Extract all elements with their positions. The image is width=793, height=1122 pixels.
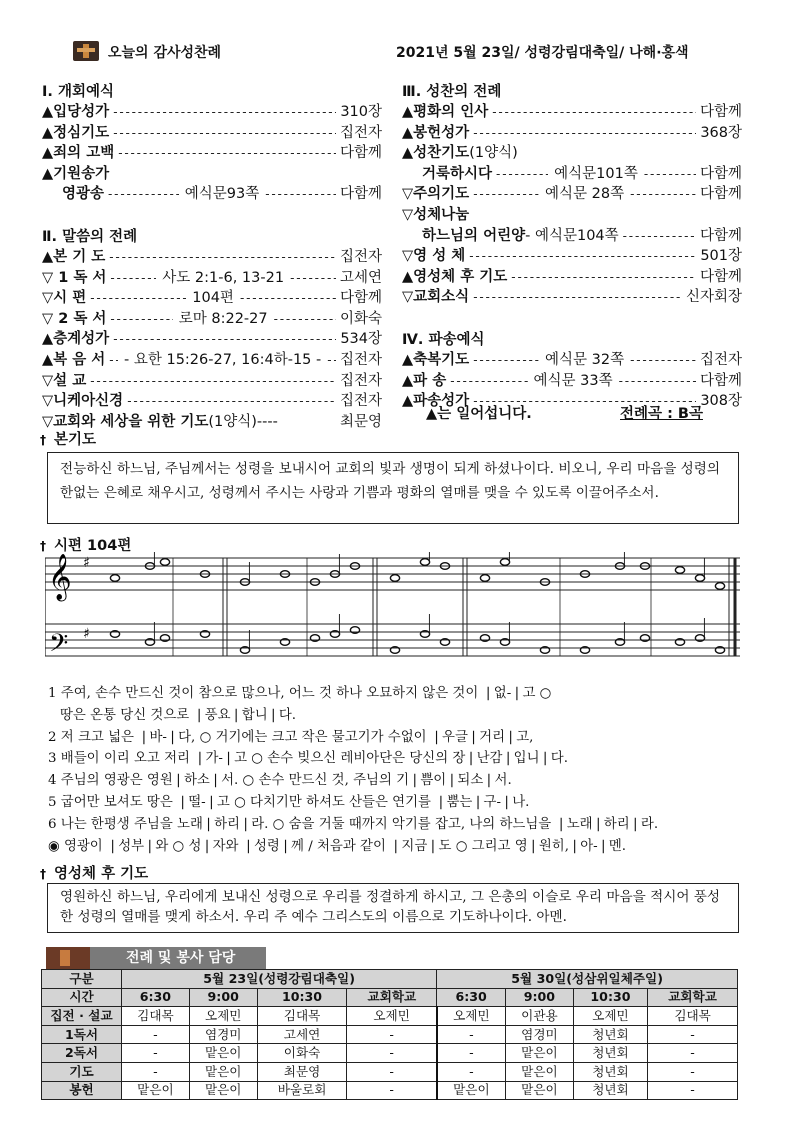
order-item-value: 최문영 bbox=[339, 413, 382, 430]
role-header: 기도 bbox=[42, 1062, 122, 1081]
collect-heading: † 본기도 bbox=[40, 432, 97, 448]
order-item bbox=[42, 391, 382, 412]
duty-cell: 맡은이 bbox=[122, 1081, 190, 1100]
psalm-verse: 4 주님의 영광은 영원❘하소❘서. ○ 손수 만드신 것, 주님의 기❘쁨이❘되소❘서. bbox=[48, 773, 512, 789]
order-item-value: 집전자 bbox=[339, 372, 382, 389]
order-item-note: (1양식) bbox=[469, 145, 518, 162]
time-header: 6:30 bbox=[122, 988, 190, 1007]
prelude-note: 전례곡 : B곡 bbox=[620, 406, 703, 422]
order-item-value: 고세연 bbox=[339, 269, 382, 286]
sharp-icon: ♯ bbox=[83, 555, 90, 571]
order-item-label: ▲기원송가 bbox=[42, 165, 110, 182]
order-item-reference: 예식문 28쪽 bbox=[545, 186, 625, 203]
table-corner-header: 구분 bbox=[42, 970, 122, 989]
order-item-label: ▽ 1 독 서 bbox=[42, 269, 107, 286]
psalm-chant-score bbox=[45, 552, 740, 680]
dotted-leader bbox=[265, 184, 336, 205]
duty-cell: 오제민 bbox=[189, 1007, 257, 1026]
order-item-label: ▲평화의 인사 bbox=[402, 104, 489, 120]
section-title: Ⅲ. 성찬의 전례 bbox=[402, 84, 502, 100]
order-item-reference: 예식문 32쪽 bbox=[545, 351, 625, 368]
order-left-column bbox=[42, 82, 382, 432]
dotted-leader bbox=[469, 246, 696, 267]
dotted-leader bbox=[327, 350, 336, 371]
order-item-value: 다함께 bbox=[699, 104, 742, 120]
duty-cell: - bbox=[648, 1025, 738, 1044]
order-item-label: ▽설 교 bbox=[42, 372, 87, 389]
duty-cell: 맡은이 bbox=[437, 1081, 506, 1100]
altar-image-icon bbox=[46, 947, 90, 969]
duty-cell: 맡은이 bbox=[189, 1062, 257, 1081]
duty-cell: - bbox=[437, 1025, 506, 1044]
duty-cell: 김대목 bbox=[648, 1007, 738, 1026]
duty-cell: 맡은이 bbox=[189, 1081, 257, 1100]
table-row bbox=[42, 1007, 738, 1026]
order-item bbox=[402, 164, 742, 185]
dotted-leader bbox=[240, 288, 336, 309]
dotted-leader bbox=[110, 309, 172, 330]
duty-cell: 맡은이 bbox=[506, 1044, 574, 1063]
order-item-note: (1양식)---- bbox=[208, 413, 278, 430]
order-item-label: ▽ 2 독 서 bbox=[42, 310, 107, 327]
order-item-label: ▲본 기 도 bbox=[42, 248, 106, 265]
role-header: 1독서 bbox=[42, 1025, 122, 1044]
time-header: 교회학교 bbox=[347, 988, 437, 1007]
order-item-reference: 104편 bbox=[192, 290, 234, 307]
duty-banner: 전례 및 봉사 담당 bbox=[46, 947, 266, 969]
order-item-label: ▲봉헌성가 bbox=[402, 124, 470, 141]
order-item bbox=[42, 102, 382, 123]
order-item-value: 다함께 bbox=[699, 165, 743, 182]
order-item-reference: 로마 8:22-27 bbox=[178, 310, 268, 327]
order-item-label: ▲성찬기도 bbox=[402, 145, 470, 162]
duty-cell: 청년회 bbox=[573, 1062, 647, 1081]
psalm-verse: 1 주여, 손수 만드신 것이 참으로 많으나, 어느 것 하나 오묘하지 않은 것이 ❘없-❘고 ○ bbox=[48, 686, 552, 701]
order-item-value: 다함께 bbox=[339, 186, 383, 203]
order-item-value: 다함께 bbox=[699, 186, 742, 203]
order-item-value: 다함께 bbox=[699, 268, 742, 285]
psalm-heading: † 시편 104편 bbox=[40, 538, 132, 554]
order-item bbox=[402, 205, 742, 226]
dotted-leader bbox=[450, 371, 527, 392]
time-header: 6:30 bbox=[437, 988, 506, 1007]
order-item-label: ▽교회와 세상을 위한 기도 bbox=[42, 413, 209, 430]
psalm-verse: 6 나는 한평생 주님을 노래❘하리❘라. ○ 숨을 거둘 때까지 악기를 잡고, 나의 하느님을 ❘노래❘하리❘라. bbox=[48, 816, 659, 832]
order-item-value: 다함께 bbox=[339, 290, 382, 307]
order-item bbox=[402, 226, 742, 247]
cross-icon: † bbox=[40, 867, 46, 881]
order-item bbox=[402, 143, 742, 164]
duty-cell: 고세연 bbox=[257, 1025, 347, 1044]
dotted-leader bbox=[473, 350, 539, 371]
order-item-label: ▲복 음 서 bbox=[42, 351, 106, 368]
order-item-label: ▽주의기도 bbox=[402, 186, 470, 203]
duty-cell: - bbox=[648, 1062, 738, 1081]
gloria-patri: ◉ 영광이 ❘성부❘와 ○ 성❘자와 ❘성령❘께 / 처음과 같이 ❘지금❘도 ○ 그리고 영❘원히,❘아-❘멘. bbox=[48, 838, 627, 854]
dotted-leader bbox=[109, 247, 336, 268]
order-item bbox=[402, 267, 742, 288]
order-item-label: ▽시 편 bbox=[42, 290, 87, 307]
cross-icon: † bbox=[40, 433, 46, 447]
dotted-leader bbox=[113, 123, 336, 144]
duty-cell: - bbox=[648, 1081, 738, 1100]
role-header: 2독서 bbox=[42, 1044, 122, 1063]
order-item-label: ▲파송성가 bbox=[402, 393, 470, 410]
duty-cell: 맡은이 bbox=[189, 1044, 257, 1063]
sharp-icon: ♯ bbox=[83, 626, 90, 642]
table-row bbox=[42, 1062, 738, 1081]
table-row bbox=[42, 1081, 738, 1100]
order-item bbox=[402, 287, 742, 308]
time-header: 9:00 bbox=[506, 988, 574, 1007]
order-item-value: 집전자 bbox=[339, 351, 382, 368]
section-title: Ⅳ. 파송예식 bbox=[402, 331, 485, 348]
psalm-verses bbox=[48, 683, 748, 857]
duty-cell: - bbox=[122, 1025, 190, 1044]
duty-cell: - bbox=[437, 1044, 506, 1063]
collect-text: 전능하신 하느님, 주님께서는 성령을 보내시어 교회의 빛과 생명이 되게 하셨나이다. 비오니, 우리 마음을 성령의 한없는 은혜로 채우시고, 성령께서 주시는 사랑과 기쁨과 평화의 열매를 맺을 수 있도록 이끌어주소서. bbox=[47, 452, 739, 524]
dotted-leader bbox=[630, 184, 696, 205]
order-item bbox=[402, 246, 742, 267]
duty-table bbox=[41, 969, 738, 1100]
dotted-leader bbox=[127, 391, 336, 412]
order-item-value: 신자회장 bbox=[685, 289, 742, 306]
order-item bbox=[42, 184, 382, 205]
psalm-verse: 2 저 크고 넓은 ❘바-❘다, ○ 거기에는 크고 작은 물고기가 수없이 ❘우글❘거리❘고, bbox=[48, 729, 534, 745]
duty-cell: - bbox=[347, 1044, 437, 1063]
service-date: 2021년 5월 23일/ 성령강림대축일/ 나해·홍색 bbox=[396, 45, 689, 61]
dotted-leader bbox=[108, 184, 179, 205]
order-item-value: 368장 bbox=[700, 124, 742, 141]
order-item-label: ▲층계성가 bbox=[42, 331, 110, 348]
postcommunion-heading: † 영성체 후 기도 bbox=[40, 866, 149, 882]
order-item-label: 거룩하시다 bbox=[422, 165, 493, 182]
order-item-reference: 사도 2:1-6, 13-21 bbox=[162, 269, 285, 286]
dotted-leader bbox=[623, 226, 696, 247]
order-item-value: 다함께 bbox=[699, 372, 742, 389]
stand-note: ▲는 일어섭니다. bbox=[426, 406, 532, 422]
order-item bbox=[402, 123, 742, 144]
order-item-label: 하느님의 어린양 bbox=[422, 227, 526, 244]
order-item-value: 501장 bbox=[700, 248, 742, 265]
order-item-value: 308장 bbox=[700, 393, 742, 410]
duty-cell: 염경미 bbox=[189, 1025, 257, 1044]
order-item-value: 310장 bbox=[340, 104, 382, 120]
order-item-value: 집전자 bbox=[339, 248, 382, 265]
order-item-value: 집전자 bbox=[339, 393, 382, 410]
order-item-reference: 예식문101쪽 bbox=[554, 165, 638, 182]
duty-cell: 이화숙 bbox=[257, 1044, 347, 1063]
dotted-leader bbox=[118, 143, 336, 164]
duty-cell: 오제민 bbox=[347, 1007, 437, 1026]
duty-cell: 이관용 bbox=[506, 1007, 574, 1026]
dotted-leader bbox=[473, 287, 682, 308]
order-item-reference: - 요한 15:26-27, 16:4하-15 - bbox=[124, 351, 322, 368]
dotted-leader bbox=[110, 268, 156, 289]
order-item-note: - 예식문104쪽 bbox=[525, 227, 619, 244]
dotted-leader bbox=[496, 164, 548, 185]
duty-cell: - bbox=[122, 1062, 190, 1081]
order-item-label: ▲파 송 bbox=[402, 372, 447, 389]
psalm-verse: 5 굽어만 보셔도 땅은 ❘떨-❘고 ○ 다치기만 하셔도 산들은 연기를 ❘뿜는❘구-❘나. bbox=[48, 794, 530, 810]
order-item-reference: 예식문93쪽 bbox=[184, 186, 260, 203]
dotted-leader bbox=[113, 102, 336, 123]
order-item bbox=[42, 350, 382, 371]
section-title: Ⅱ. 말씀의 전례 bbox=[42, 228, 138, 245]
dotted-leader bbox=[630, 350, 696, 371]
dotted-leader bbox=[274, 309, 336, 330]
order-item bbox=[402, 350, 742, 371]
duty-cell: - bbox=[347, 1081, 437, 1100]
order-item-value: 집전자 bbox=[339, 124, 382, 141]
week-header: 5월 23일(성령강림대축일) bbox=[122, 970, 437, 989]
cross-icon: † bbox=[40, 539, 46, 553]
week-header: 5월 30일(성삼위일체주일) bbox=[437, 970, 738, 989]
time-header: 9:00 bbox=[189, 988, 257, 1007]
dotted-leader bbox=[290, 268, 336, 289]
duty-cell: 오제민 bbox=[437, 1007, 506, 1026]
order-item-label: ▽교회소식 bbox=[402, 289, 470, 306]
order-item bbox=[42, 268, 382, 289]
dotted-leader bbox=[473, 184, 539, 205]
time-header: 교회학교 bbox=[648, 988, 738, 1007]
psalm-verse: 3 배들이 이리 오고 저리 ❘가-❘고 ○ 손수 빚으신 레비아단은 당신의 장❘난감❘입니❘다. bbox=[48, 751, 568, 767]
order-item-label: ▲죄의 고백 bbox=[42, 145, 115, 162]
order-item bbox=[402, 371, 742, 392]
duty-cell: - bbox=[648, 1044, 738, 1063]
role-header: 집전 · 설교 bbox=[42, 1007, 122, 1026]
order-item-value: 534장 bbox=[340, 331, 382, 348]
altar-image-icon bbox=[73, 41, 99, 61]
treble-clef-icon: 𝄞 bbox=[48, 554, 72, 600]
order-item bbox=[42, 309, 382, 330]
duty-cell: - bbox=[347, 1025, 437, 1044]
times-row-header: 시간 bbox=[42, 988, 122, 1007]
duty-cell: 청년회 bbox=[573, 1081, 647, 1100]
order-item bbox=[402, 184, 742, 205]
duty-cell: 바울로회 bbox=[257, 1081, 347, 1100]
duty-cell: 청년회 bbox=[573, 1025, 647, 1044]
order-item-label: ▽성체나눔 bbox=[402, 206, 470, 223]
duty-cell: - bbox=[122, 1044, 190, 1063]
order-item-label: ▲입당성가 bbox=[42, 104, 110, 120]
order-item bbox=[42, 143, 382, 164]
psalm-verse: 땅은 온통 당신 것으로 ❘풍요❘합니❘다. bbox=[60, 707, 297, 723]
dotted-leader bbox=[473, 123, 696, 144]
dotted-leader bbox=[619, 371, 696, 392]
order-item-label: 영광송 bbox=[62, 186, 105, 203]
role-header: 봉헌 bbox=[42, 1081, 122, 1100]
order-item bbox=[42, 329, 382, 350]
order-item-value: 다함께 bbox=[699, 227, 742, 244]
order-item bbox=[42, 164, 382, 185]
duty-cell: 최문영 bbox=[257, 1062, 347, 1081]
time-header: 10:30 bbox=[257, 988, 347, 1007]
order-item-label: ▽니케아신경 bbox=[42, 393, 124, 410]
order-item-label: ▲정심기도 bbox=[42, 124, 110, 141]
order-item-label: ▽영 성 체 bbox=[402, 248, 466, 265]
duty-cell: 김대목 bbox=[257, 1007, 347, 1026]
section-title: Ⅰ. 개회예식 bbox=[42, 84, 114, 100]
order-item-value: 이화숙 bbox=[339, 310, 382, 327]
dotted-leader bbox=[90, 371, 336, 392]
order-item bbox=[42, 247, 382, 268]
table-row bbox=[42, 1025, 738, 1044]
order-right-column bbox=[402, 82, 742, 412]
dotted-leader bbox=[511, 267, 696, 288]
duty-cell: 맡은이 bbox=[506, 1081, 574, 1100]
duty-cell: 청년회 bbox=[573, 1044, 647, 1063]
order-item-label: ▲축복기도 bbox=[402, 351, 470, 368]
order-item bbox=[402, 102, 742, 123]
dotted-leader bbox=[90, 288, 186, 309]
dotted-leader bbox=[109, 350, 118, 371]
order-item-label: ▲영성체 후 기도 bbox=[402, 268, 508, 285]
order-item-reference: 예식문 33쪽 bbox=[533, 372, 613, 389]
duty-cell: 염경미 bbox=[506, 1025, 574, 1044]
postcommunion-text: 영원하신 하느님, 우리에게 보내신 성령으로 우리를 정결하게 하시고, 그 은총의 이슬로 우리 마음을 적시어 풍성한 성령의 열매를 맺게 하소서. 우리 주 예수 그리스도의 이름으로 기도하나이다. 아멘. bbox=[47, 883, 739, 933]
dotted-leader bbox=[644, 164, 696, 185]
service-title: 오늘의 감사성찬례 bbox=[108, 45, 222, 61]
duty-cell: 김대목 bbox=[122, 1007, 190, 1026]
order-item bbox=[42, 288, 382, 309]
order-item bbox=[42, 123, 382, 144]
table-row bbox=[42, 1044, 738, 1063]
order-item-value: 집전자 bbox=[699, 351, 742, 368]
duty-cell: 맡은이 bbox=[506, 1062, 574, 1081]
dotted-leader bbox=[113, 329, 336, 350]
time-header: 10:30 bbox=[573, 988, 647, 1007]
order-item bbox=[42, 371, 382, 392]
duty-cell: - bbox=[437, 1062, 506, 1081]
bass-clef-icon: 𝄢 bbox=[49, 629, 69, 664]
duty-cell: 오제민 bbox=[573, 1007, 647, 1026]
dotted-leader bbox=[492, 102, 696, 123]
order-item-value: 다함께 bbox=[339, 145, 382, 162]
duty-cell: - bbox=[347, 1062, 437, 1081]
